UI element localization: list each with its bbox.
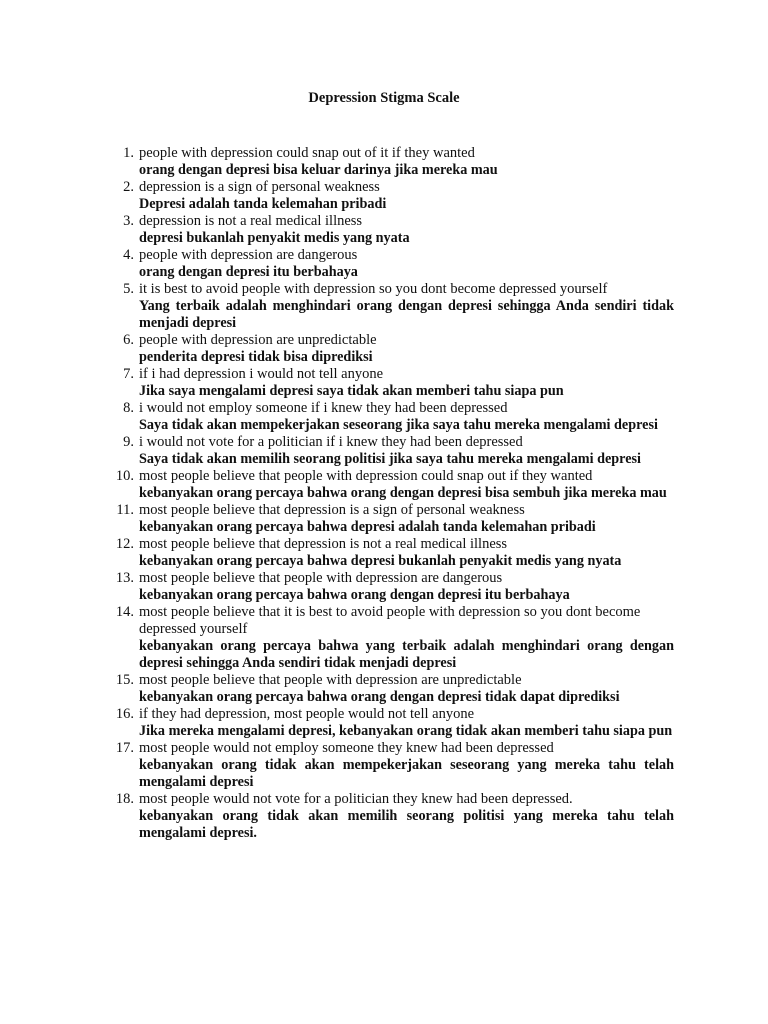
item-indonesian-text: kebanyakan orang tidak akan memilih seorang politisi yang mereka tahu telah mengalami depresi. <box>139 808 674 841</box>
item-english-text: it is best to avoid people with depression so you dont become depressed yourself <box>139 281 608 297</box>
list-item <box>106 281 674 332</box>
item-number: 13. <box>115 570 134 586</box>
list-item <box>106 434 674 468</box>
item-english-text: people with depression are unpredictable <box>139 332 377 348</box>
item-number: 17. <box>115 740 134 756</box>
item-indonesian-text: kebanyakan orang percaya bahwa orang dengan depresi itu berbahaya <box>139 587 570 603</box>
item-number: 5. <box>123 281 134 297</box>
item-english-text: most people believe that depression is not a real medical illness <box>139 536 508 552</box>
item-number: 12. <box>115 536 134 552</box>
item-number: 16. <box>115 706 134 722</box>
list-item <box>106 604 674 672</box>
list-item <box>106 366 674 400</box>
item-indonesian-text: orang dengan depresi itu berbahaya <box>139 264 358 280</box>
item-indonesian-text: Saya tidak akan mempekerjakan seseorang jika saya tahu mereka mengalami depresi <box>139 417 658 433</box>
list-item <box>106 400 674 434</box>
item-indonesian-text: kebanyakan orang percaya bahwa orang dengan depresi bisa sembuh jika mereka mau <box>139 485 667 501</box>
item-number: 8. <box>123 400 134 416</box>
list-item <box>106 570 674 604</box>
item-english-text: depression is not a real medical illness <box>139 213 363 229</box>
list-item <box>106 247 674 281</box>
item-indonesian-text: Yang terbaik adalah menghindari orang dengan depresi sehingga Anda sendiri tidak menjadi depresi <box>139 298 674 331</box>
list-item <box>106 536 674 570</box>
list-item <box>106 468 674 502</box>
item-indonesian-text: orang dengan depresi bisa keluar darinya jika mereka mau <box>139 162 498 178</box>
item-english-text: if i had depression i would not tell anyone <box>139 366 384 382</box>
item-indonesian-text: Jika mereka mengalami depresi, kebanyakan orang tidak akan memberi tahu siapa pun <box>139 723 673 739</box>
item-number: 2. <box>123 179 134 195</box>
item-english-text: people with depression are dangerous <box>139 247 358 263</box>
item-indonesian-text: penderita depresi tidak bisa diprediksi <box>139 349 373 365</box>
item-english-text: most people believe that it is best to avoid people with depression so you dont become depressed yourself <box>139 604 641 637</box>
item-number: 11. <box>116 502 134 518</box>
list-item <box>106 791 674 842</box>
item-number: 14. <box>115 604 134 620</box>
item-english-text: people with depression could snap out of it if they wanted <box>139 145 475 161</box>
item-indonesian-text: Jika saya mengalami depresi saya tidak akan memberi tahu siapa pun <box>139 383 564 399</box>
list-item <box>106 213 674 247</box>
item-indonesian-text: Saya tidak akan memilih seorang politisi jika saya tahu mereka mengalami depresi <box>139 451 641 467</box>
item-english-text: most people believe that depression is a sign of personal weakness <box>139 502 525 518</box>
item-indonesian-text: kebanyakan orang percaya bahwa orang dengan depresi tidak dapat diprediksi <box>139 689 620 705</box>
list-item <box>106 332 674 366</box>
item-english-text: depression is a sign of personal weakness <box>139 179 380 195</box>
list-item <box>106 145 674 179</box>
item-number: 10. <box>115 468 134 484</box>
item-english-text: i would not employ someone if i knew they had been depressed <box>139 400 508 416</box>
list-item <box>106 740 674 791</box>
item-indonesian-text: Depresi adalah tanda kelemahan pribadi <box>139 196 387 212</box>
item-number: 4. <box>123 247 134 263</box>
item-indonesian-text: kebanyakan orang percaya bahwa yang terbaik adalah menghindari orang dengan depresi sehingga Anda sendiri tidak menjadi depresi <box>139 638 674 671</box>
item-english-text: most people believe that people with depression could snap out if they wanted <box>139 468 593 484</box>
item-english-text: most people would not employ someone they knew had been depressed <box>139 740 554 756</box>
item-number: 9. <box>123 434 134 450</box>
item-english-text: most people believe that people with depression are unpredictable <box>139 672 522 688</box>
item-indonesian-text: kebanyakan orang percaya bahwa depresi bukanlah penyakit medis yang nyata <box>139 553 622 569</box>
item-english-text: if they had depression, most people would not tell anyone <box>139 706 475 722</box>
item-number: 15. <box>115 672 134 688</box>
item-indonesian-text: kebanyakan orang percaya bahwa depresi adalah tanda kelemahan pribadi <box>139 519 596 535</box>
item-number: 6. <box>123 332 134 348</box>
list-item <box>106 502 674 536</box>
item-number: 3. <box>123 213 134 229</box>
document-title: Depression Stigma Scale <box>308 90 460 106</box>
list-item <box>106 179 674 213</box>
question-list <box>106 145 674 842</box>
list-item <box>106 672 674 706</box>
item-indonesian-text: kebanyakan orang tidak akan mempekerjakan seseorang yang mereka tahu telah mengalami depresi <box>139 757 674 790</box>
item-number: 7. <box>123 366 134 382</box>
item-english-text: i would not vote for a politician if i knew they had been depressed <box>139 434 523 450</box>
item-number: 1. <box>123 145 134 161</box>
item-number: 18. <box>115 791 134 807</box>
item-english-text: most people believe that people with depression are dangerous <box>139 570 503 586</box>
item-indonesian-text: depresi bukanlah penyakit medis yang nyata <box>139 230 410 246</box>
list-item <box>106 706 674 740</box>
item-english-text: most people would not vote for a politician they knew had been depressed. <box>139 791 573 807</box>
